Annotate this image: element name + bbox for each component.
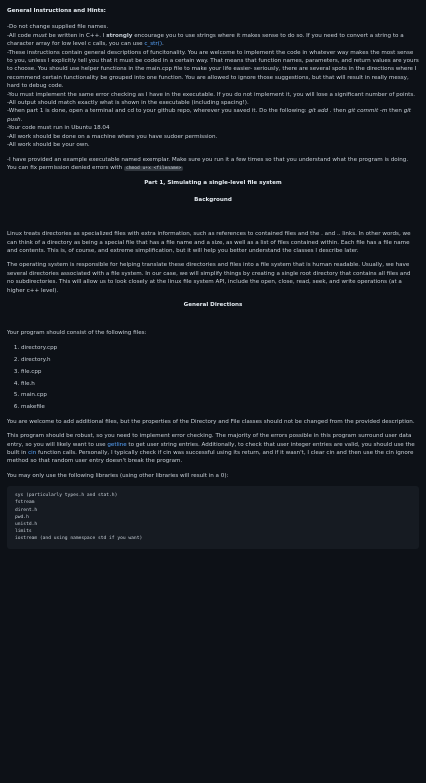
list-item: 4. file.h [21,380,419,388]
instruction-cpp [7,32,419,49]
instruction-output: -All output should match exactly what is shown in the executable (including spacing!). [7,100,249,107]
cin-link[interactable]: cin [28,449,37,456]
instruction-sudoer: -All work should be done on a machine where you have sudoer permission. [7,133,218,140]
files-intro: Your program should consist of the following files: [7,330,147,337]
list-item: 1. directory.cpp [21,344,419,352]
required-files-list [7,344,419,412]
instruction-git [7,107,419,124]
text: -When part 1 is done, open a terminal and cd to your github repo, wherever you saved it. Do the following: [7,108,309,115]
text: to get user string entries. Additionally, to check that user integer entries are valid, you should use the built in [7,441,415,456]
text: . [20,116,23,123]
chmod-code: chmod u+x <filename> [125,165,182,171]
instruction-ubuntu: -Your code must run in Ubuntu 18.04 [7,125,110,132]
background-paragraph-1: Linux treats directories as specialized files with extra information, such as references to contained files and the . and .. links. In other words, we can think of a directory as being a special file that has a file name and a size, as well as a list of files contained within. Each file has a file name and contents. This is, of course, and extreme simplification, but it will help you better understand the classes I describe later. [7,231,411,254]
emphasis: must [32,32,47,39]
instruction-own-work: -All work should be your own. [7,142,90,149]
text: encourage you to use strings where it makes sense to do so. If you need to convert a string to a character array for low level c calls, you can use [7,32,404,48]
list-item: 2. directory.h [21,356,419,364]
git-commit: git commit -m [347,108,388,115]
instruction-error-checking: -You must implement the same error checking as I have in the executable. If you do not implement it, you will lose a significant number of points. [7,91,416,98]
general-instructions-heading: General Instructions and Hints: [7,8,106,14]
text: -I have provided an example executable named exemplar. Make sure you run it a few times so that you understand what the program is doing. You can fix permission denied errors with [7,156,409,171]
libraries-intro: You may only use the following libraries (using other libraries will result in a 0): [7,472,229,479]
git-add: git add . [308,108,332,115]
text: -All code [7,32,33,39]
list-item: 3. file.cpp [21,368,419,376]
code-line: dirent.h [15,507,38,513]
instruction-file-names: -Do not change supplied file names. [7,24,109,31]
text: This program should be robust, so you need to implement error checking. The majority of the errors possible in this program surround user data entry, so you will likely want to use [7,433,412,448]
code-line: unistd.h [15,521,38,527]
part1-title: Part 1, Simulating a single-level file system [144,180,282,187]
getline-link[interactable]: getline [107,441,127,448]
additional-files-note: You are welcome to add additional files, but the properties of the Directory and File classes should not be changed from the provided description. [7,418,415,425]
strong: strongly [106,32,133,39]
robustness-paragraph [7,432,419,466]
general-directions-heading: General Directions [183,301,243,308]
code-line: sys (particularly types.h and stat.h) [15,493,118,499]
code-line: pwd.h [15,514,29,520]
instruction-exemplar [7,156,419,174]
c-str-link[interactable]: c_str() [144,41,163,48]
git-push: git push [7,108,412,123]
text: function calls. Personally, I typically check if cin was successful using its return, and if it wasn't, I clear cin and then use the cin ignore method so that random user entry doesn't break the program. [7,449,414,465]
code-line: iostream (and using namespace std if you want) [15,536,143,542]
list-item: 5. main.cpp [21,391,419,399]
code-line: fstream [15,500,35,506]
text: then [387,108,404,115]
text: be written in C++. I [47,32,107,39]
background-heading: Background [194,196,232,203]
code-line: limits [15,529,32,535]
text: . [162,41,164,48]
libraries-code-block [7,486,419,548]
text: then [331,108,348,115]
list-item: 6. makefile [21,403,419,411]
instruction-functionality: -These instructions contain general descriptions of funcitonality. You are welcome to implement the code in whatever way makes the most sense to you, unless I explicitly tell you that it must be coded in a certain way. That means that function names, parameters, and return values are yours to choose. You should use helper functions in the main.cpp file to make your life easier- seriously, there are several spots in the directions where I recommend certain functionality be grouped into one function. You are allowed to ignore those suggestions, but that will result in really messy, hard to debug code. [7,49,419,90]
background-paragraph-2: The operating system is responsible for helping translate these directories and files into a file system that is human readable. Usually, we have several directories associated with a file system. In our case, we will simplify things by creating a single root directory that contains all files and no subdirectories. This will allow us to look closely at the linux file system API, include the open, close, read, seek, and write operations (at a higher c++ level). [7,262,411,294]
